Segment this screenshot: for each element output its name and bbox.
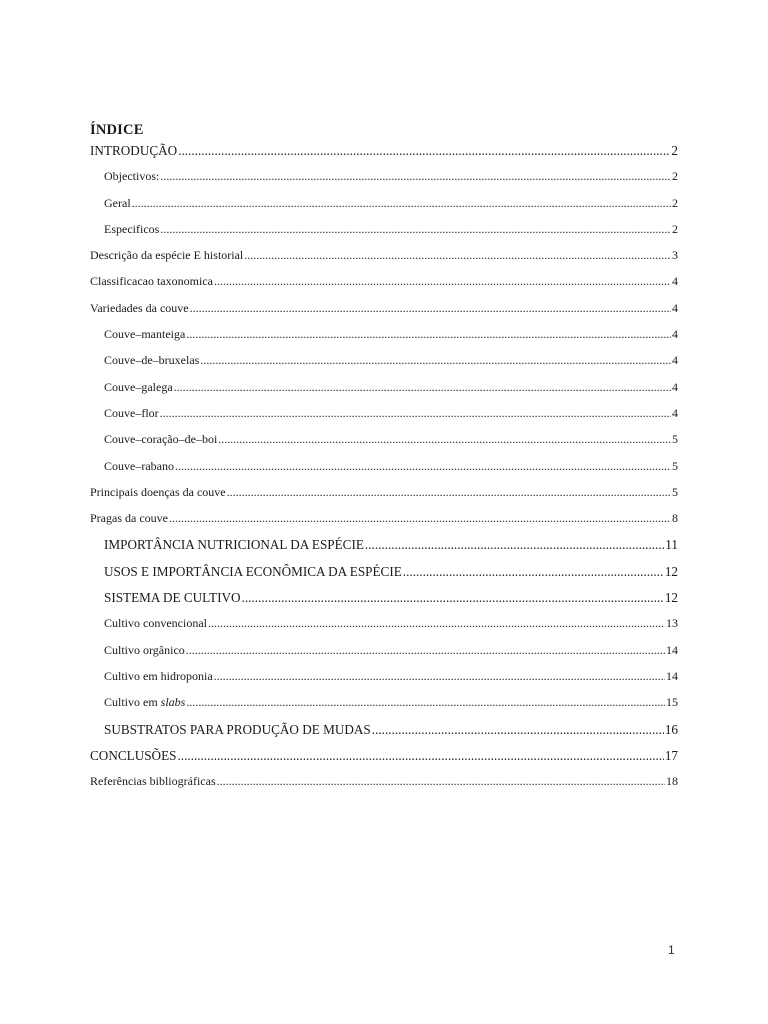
toc-entry-page: 16 [664, 721, 678, 737]
toc-entry-page: 4 [672, 353, 678, 368]
dot-leader [132, 196, 671, 211]
toc-entry[interactable] [90, 196, 678, 222]
dot-leader [242, 590, 664, 606]
toc-entry-label [104, 643, 185, 658]
toc-entry-label-text: IMPORTÂNCIA NUTRICIONAL DA ESPÉCIE [104, 537, 364, 553]
toc-entry-page: 8 [672, 511, 678, 526]
toc-entry-label [104, 196, 131, 211]
toc-entry-label-text: Cultivo convencional [104, 616, 207, 631]
toc-entry[interactable] [90, 459, 678, 485]
toc-entry-label-text: Couve–rabano [104, 458, 174, 473]
toc-entry[interactable] [90, 537, 678, 563]
toc-entry-label-text: Variedades da couve [90, 300, 189, 315]
toc-entry-label [104, 353, 199, 368]
toc-entry-label [104, 722, 371, 738]
toc-entry-label-text: Couve–flor [104, 405, 159, 420]
toc-entry-page: 14 [666, 668, 678, 683]
toc-entry[interactable] [90, 748, 678, 774]
dot-leader [186, 327, 671, 342]
dot-leader [186, 695, 665, 710]
toc-entry-label-text: Principais doenças da couve [90, 484, 226, 499]
toc-entry-label [104, 327, 185, 342]
toc-entry-label [104, 695, 185, 710]
table-of-contents [90, 143, 678, 800]
toc-entry-page: 2 [672, 221, 678, 236]
toc-entry-page: 2 [672, 169, 678, 184]
toc-entry-label-text: Cultivo em [104, 695, 161, 710]
toc-entry[interactable] [90, 511, 678, 537]
toc-entry-label-text: CONCLUSÕES [90, 747, 177, 763]
toc-entry[interactable] [90, 643, 678, 669]
toc-entry[interactable] [90, 222, 678, 248]
toc-entry-page: 18 [666, 774, 678, 789]
toc-entry-label [104, 669, 213, 684]
toc-entry-page: 4 [672, 300, 678, 315]
toc-entry-label [104, 406, 159, 421]
dot-leader [227, 485, 671, 500]
toc-entry-label [90, 748, 176, 764]
dot-leader [169, 511, 671, 526]
toc-entry-label-text: SISTEMA DE CULTIVO [104, 590, 241, 606]
toc-entry[interactable] [90, 406, 678, 432]
dot-leader [174, 380, 671, 395]
page-number: 1 [668, 943, 675, 957]
toc-entry-label [104, 169, 159, 184]
toc-entry-page: 11 [665, 537, 678, 553]
toc-entry[interactable] [90, 590, 678, 616]
toc-entry-label [104, 222, 159, 237]
toc-entry-page: 15 [666, 695, 678, 710]
toc-entry[interactable] [90, 353, 678, 379]
toc-entry-label [90, 485, 226, 500]
toc-entry-page: 5 [672, 432, 678, 447]
toc-entry-page: 4 [672, 379, 678, 394]
toc-entry[interactable] [90, 669, 678, 695]
toc-entry-page: 4 [672, 405, 678, 420]
toc-entry-page: 4 [672, 274, 678, 289]
toc-entry-label-text: Cultivo em hidroponia [104, 668, 213, 683]
toc-entry[interactable] [90, 169, 678, 195]
toc-entry-label-text: Descrição da espécie E historial [90, 248, 244, 263]
toc-entry-page: 13 [666, 616, 678, 631]
dot-leader [218, 432, 671, 447]
toc-entry-label-text: Referências bibliográficas [90, 774, 216, 789]
toc-entry-label [104, 537, 364, 553]
dot-leader [372, 722, 664, 738]
toc-entry-label-text: Cultivo orgânico [104, 642, 185, 657]
toc-entry-label-text: Couve–de–bruxelas [104, 353, 200, 368]
toc-entry-label-text: INTRODUÇÃO [90, 143, 178, 158]
toc-entry[interactable] [90, 695, 678, 721]
toc-entry-label [104, 380, 173, 395]
toc-entry[interactable] [90, 248, 678, 274]
toc-entry-label [90, 143, 177, 159]
dot-leader [403, 564, 664, 580]
toc-entry-label-text: Pragas da couve [90, 511, 168, 526]
toc-entry[interactable] [90, 327, 678, 353]
toc-entry[interactable] [90, 774, 678, 800]
toc-entry-label-text: Couve–manteiga [104, 327, 186, 342]
dot-leader [186, 643, 665, 658]
toc-entry-page: 14 [666, 642, 678, 657]
toc-entry-label [90, 274, 213, 289]
toc-entry-label [90, 774, 216, 789]
toc-entry[interactable] [90, 380, 678, 406]
toc-entry-page: 17 [664, 747, 678, 763]
toc-entry-page: 12 [664, 590, 678, 606]
toc-title: ÍNDICE [90, 122, 144, 138]
toc-entry[interactable] [90, 432, 678, 458]
toc-entry-label-text: Geral [104, 195, 131, 210]
dot-leader [160, 222, 671, 237]
toc-entry-label [104, 459, 174, 474]
toc-entry[interactable] [90, 301, 678, 327]
toc-entry-label-text: Couve–coração–de–boi [104, 432, 218, 447]
toc-entry-label [104, 432, 217, 447]
toc-entry[interactable] [90, 143, 678, 169]
dot-leader [178, 143, 670, 159]
toc-entry-page: 12 [664, 563, 678, 579]
dot-leader [365, 537, 664, 553]
toc-entry-label [104, 616, 207, 631]
dot-leader [217, 774, 665, 789]
toc-entry-label-text: Objectivos: [104, 169, 160, 184]
toc-entry-page: 5 [672, 458, 678, 473]
toc-entry-label [90, 511, 168, 526]
toc-entry-page: 2 [672, 195, 678, 210]
toc-entry-page: 5 [672, 484, 678, 499]
toc-entry-page: 3 [672, 248, 678, 263]
toc-entry-label-text: Couve–galega [104, 379, 173, 394]
toc-entry-label-text: Especificos [104, 221, 160, 236]
dot-leader [160, 169, 671, 184]
toc-entry[interactable] [90, 564, 678, 590]
toc-entry-label [90, 301, 189, 316]
toc-entry-label-italic: slabs [160, 695, 186, 710]
toc-entry-label [104, 590, 241, 606]
dot-leader [175, 459, 671, 474]
dot-leader [200, 353, 671, 368]
toc-entry-label-text: USOS E IMPORTÂNCIA ECONÔMICA DA ESPÉCIE [104, 563, 402, 579]
toc-entry-label [90, 248, 243, 263]
dot-leader [177, 748, 663, 764]
toc-entry-page: 4 [672, 327, 678, 342]
dot-leader [190, 301, 671, 316]
dot-leader [244, 248, 671, 263]
dot-leader [214, 274, 671, 289]
toc-entry-label-text: Classificacao taxonomica [90, 274, 213, 289]
dot-leader [214, 669, 665, 684]
toc-entry[interactable] [90, 616, 678, 642]
toc-entry-label-text: SUBSTRATOS PARA PRODUÇÃO DE MUDAS [104, 721, 371, 737]
toc-entry[interactable] [90, 722, 678, 748]
toc-entry[interactable] [90, 274, 678, 300]
toc-entry-label [104, 564, 402, 580]
dot-leader [160, 406, 671, 421]
toc-entry[interactable] [90, 485, 678, 511]
dot-leader [208, 616, 665, 631]
toc-entry-page: 2 [671, 143, 678, 158]
